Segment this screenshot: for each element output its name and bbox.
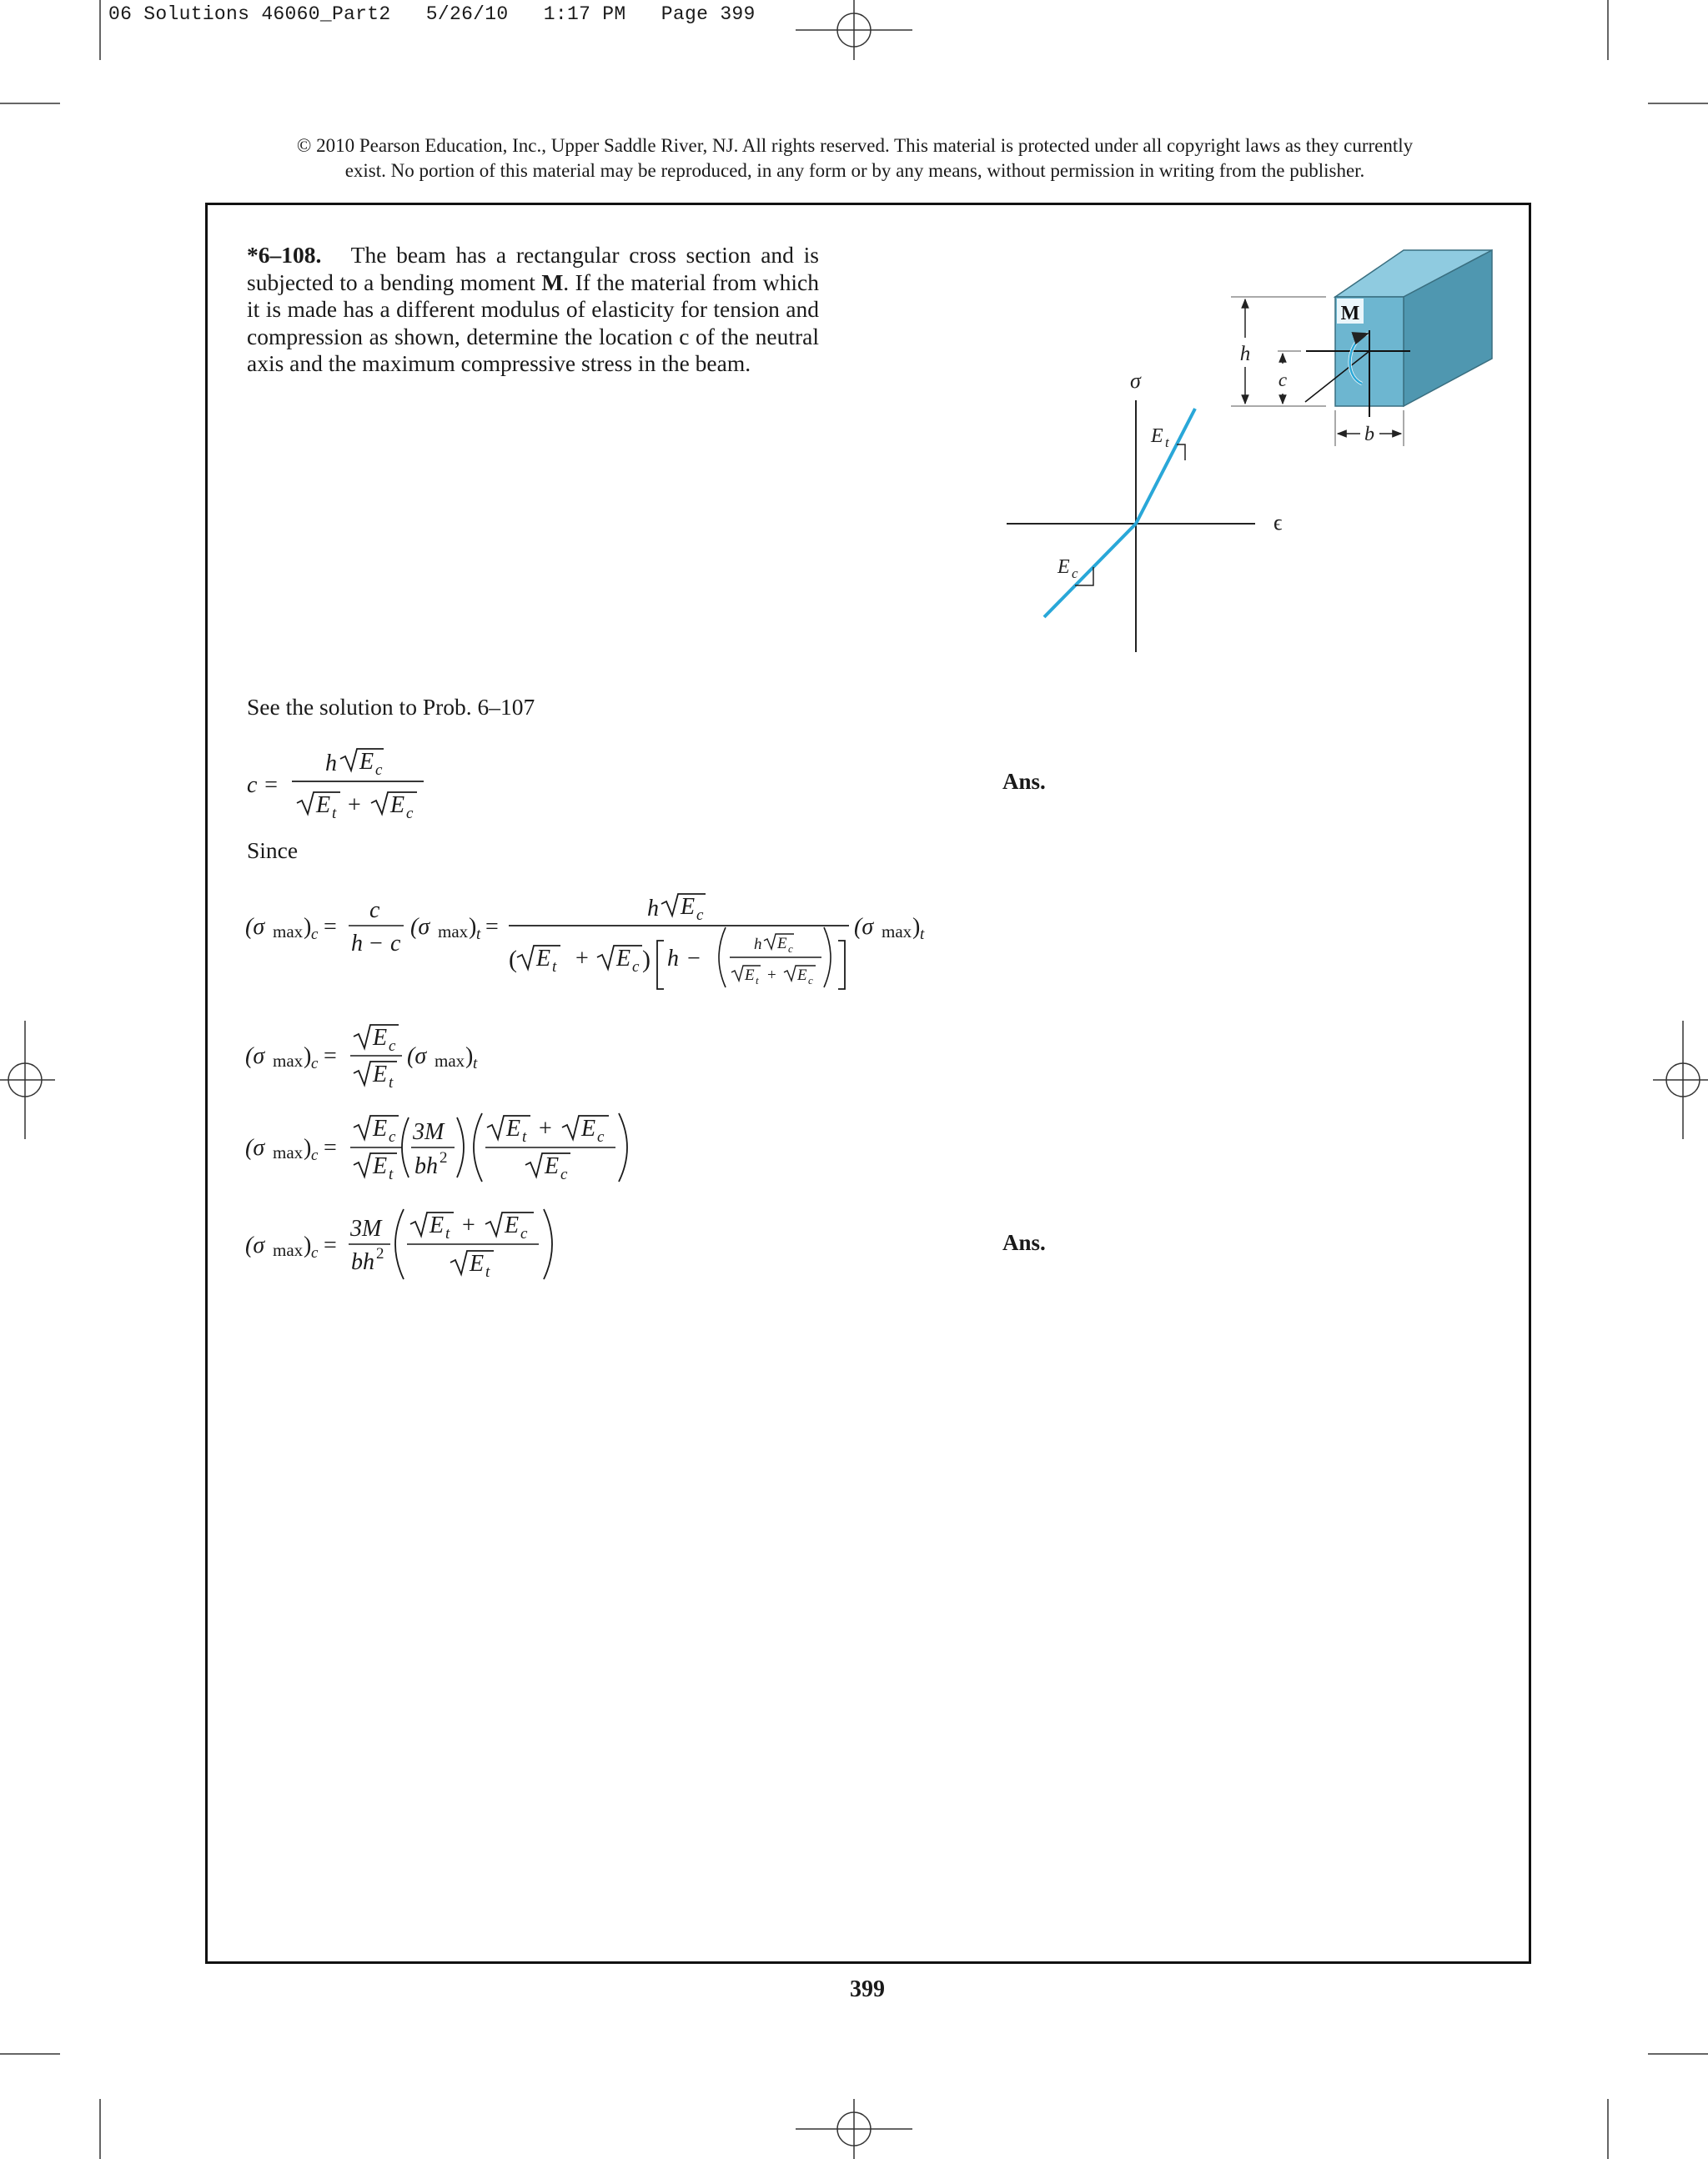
eq3-den-sub-t: t: [389, 1074, 394, 1092]
eq2-big-num-E: E: [681, 894, 696, 920]
problem-number: *6–108.: [247, 242, 322, 268]
tension-slope-triangle: [1177, 444, 1185, 460]
moment-symbol: M: [541, 269, 564, 295]
eq3-sub-c: c: [311, 1055, 319, 1072]
eq4-paren-1-open: [402, 1117, 409, 1177]
Et-label: E: [1151, 425, 1163, 447]
eq4-eq: =: [324, 1135, 337, 1161]
eq5-close: ): [304, 1233, 312, 1258]
eq2-big-num-h: h: [647, 896, 659, 921]
eq3-sigma: (σ: [245, 1043, 265, 1069]
eq4-paren-2-open: [474, 1113, 482, 1182]
answer-label-1: Ans.: [1002, 769, 1046, 794]
registration-mark-bottom: [796, 2099, 912, 2159]
eq2-den-c: c: [390, 931, 401, 956]
eq2-close-t-end: ): [912, 914, 921, 940]
eq2-sigma: (σ: [245, 914, 265, 940]
eq2-den-close-paren: ): [642, 946, 651, 973]
eq2-den-h: h: [667, 946, 679, 972]
eq2-sub-t: t: [476, 926, 481, 943]
eq4-num2-sub-c: c: [597, 1128, 605, 1146]
h-label: h: [1239, 343, 1251, 365]
registration-mark-top: [796, 0, 912, 60]
eq2-sub-c: c: [311, 926, 319, 943]
eq4-num2-sub-t: t: [522, 1128, 527, 1146]
eq4-paren-2-close: [619, 1113, 627, 1182]
eq5-num-sub-t: t: [445, 1225, 450, 1243]
eq2-inner-den-plus: +: [767, 967, 776, 984]
eq1-lhs: c =: [247, 772, 279, 798]
eq5-den-E: E: [470, 1251, 485, 1277]
eq2-right-bracket: [838, 941, 845, 989]
Et-subscript: t: [1165, 434, 1169, 450]
copyright-line-1: © 2010 Pearson Education, Inc., Upper Saddle River, NJ. All rights reserved. This material is protected under all copyright laws as they currently: [296, 135, 1414, 156]
eq2-inner-den-E1: E: [745, 967, 755, 984]
solution-intro: See the solution to Prob. 6–107: [247, 694, 535, 720]
eq2-inner-open-paren: [719, 927, 726, 987]
eq4-den2-sub-c: c: [560, 1166, 568, 1183]
tension-curve: [1136, 409, 1195, 524]
eq5-den-sub-t: t: [485, 1263, 490, 1281]
eq2-den-E1: E: [536, 946, 551, 972]
eq5-num-sub-c: c: [520, 1225, 528, 1243]
eq1-den-sub-t: t: [332, 805, 337, 822]
eq1-den-sub-c: c: [406, 805, 414, 822]
eq3-max: max: [273, 1051, 304, 1071]
eq4-num-E: E: [373, 1116, 388, 1142]
eq4-den-sub-t: t: [389, 1166, 394, 1183]
eq5-max: max: [273, 1240, 304, 1260]
eq3-sigma-t: (σ: [407, 1043, 427, 1069]
eq3-sub-t: t: [473, 1055, 478, 1072]
eq1-den-E1: E: [316, 792, 331, 818]
equation-sigma-2: [245, 1025, 478, 1092]
eq1-den-E2: E: [390, 792, 405, 818]
eq4-max: max: [273, 1142, 304, 1162]
eq3-num-sub-c: c: [389, 1037, 396, 1055]
eq3-close: ): [304, 1043, 312, 1069]
eq1-num-sub-c: c: [375, 761, 383, 779]
eq4-num2-E1: E: [506, 1116, 521, 1142]
eq4-den-E: E: [373, 1153, 388, 1179]
equation-sigma-1: [245, 894, 925, 989]
eq2-inner-den-sub-t: t: [756, 974, 759, 987]
eq4-sq: 2: [440, 1149, 448, 1167]
eq5-paren-open: [395, 1209, 404, 1279]
eq3-den-E: E: [373, 1062, 388, 1087]
eq2-close: ): [304, 914, 312, 940]
equation-sigma-final: [245, 1209, 552, 1281]
beam-cross-section: [1231, 250, 1492, 446]
eq2-inner-num-h: h: [754, 936, 762, 953]
page-number: 399: [850, 1976, 885, 2002]
eq2-eq-2: =: [485, 914, 499, 940]
eq4-bh: bh: [414, 1153, 438, 1179]
eq5-sq: 2: [376, 1245, 384, 1263]
eq2-close-t: ): [469, 914, 477, 940]
eq2-big-num-sub-c: c: [696, 906, 704, 924]
eq4-paren-1-close: [457, 1117, 464, 1177]
equation-c: [247, 749, 424, 822]
answer-label-2: Ans.: [1002, 1230, 1046, 1255]
eq2-num-c: c: [369, 897, 380, 923]
copyright-line-2: exist. No portion of this material may be reproduced, in any form or by any means, without permission in writing from the publisher.: [344, 160, 1365, 181]
eq2-sub-t-end: t: [920, 926, 925, 943]
eq2-den-minus: −: [369, 931, 383, 956]
problem-text-2: . If the material from which it is made has a different modulus of elasticity for tension and compression as shown, determine the location c of the neutral axis and the maximum compressive stress in the beam.: [247, 269, 819, 376]
eq1-num-E: E: [359, 749, 374, 775]
eq2-inner-den-E2: E: [797, 967, 807, 984]
eq2-den-sub-c: c: [632, 958, 640, 976]
eq5-sub-c: c: [311, 1244, 319, 1262]
Ec-label: E: [1057, 556, 1070, 578]
eq2-left-bracket: [657, 941, 664, 989]
eq2-max: max: [273, 921, 304, 941]
eq2-inner-num-E: E: [777, 935, 787, 952]
print-header: 06 Solutions 46060_Part2 5/26/10 1:17 PM Page 399: [108, 3, 756, 25]
c-label: c: [1278, 369, 1288, 390]
eq2-inner-num-sub-c: c: [788, 942, 793, 955]
eq2-max-t-end: max: [882, 921, 912, 941]
equation-sigma-3: [245, 1113, 627, 1183]
eq4-threeM: 3M: [413, 1119, 445, 1145]
eq2-den-E2: E: [616, 946, 631, 972]
registration-mark-right: [1653, 1063, 1708, 1097]
eq4-num2-plus: +: [539, 1116, 552, 1142]
eq3-eq: =: [324, 1043, 337, 1069]
eq1-den-plus: +: [348, 792, 361, 818]
eq5-threeM: 3M: [350, 1216, 382, 1242]
eq2-den-plus: +: [575, 946, 589, 972]
eq2-sigma-t: (σ: [410, 914, 430, 940]
eq3-max-t: max: [435, 1051, 465, 1071]
since-label: Since: [247, 837, 299, 863]
eq5-eq: =: [324, 1233, 337, 1258]
eq5-bh: bh: [351, 1249, 374, 1275]
b-label: b: [1364, 424, 1374, 445]
problem-text-1: The beam has a rectangular cross section and is subjected to a bending moment: [247, 242, 820, 295]
eq4-num2-E2: E: [581, 1116, 596, 1142]
eq2-den-sub-t: t: [552, 958, 557, 976]
eq5-num-E1: E: [430, 1213, 445, 1238]
eq2-inner-close-paren: [824, 927, 831, 987]
eq4-sigma: (σ: [245, 1135, 265, 1161]
moment-label: M: [1340, 303, 1360, 324]
eq2-max-t: max: [438, 921, 469, 941]
registration-mark-left: [0, 1063, 55, 1097]
eq5-num-E2: E: [505, 1213, 520, 1238]
eq2-sigma-t-end: (σ: [854, 914, 874, 940]
eq2-den-open-paren: (: [509, 946, 517, 973]
eq4-close: ): [304, 1135, 312, 1161]
eq5-num-plus: +: [462, 1213, 475, 1238]
eq3-num-E: E: [373, 1025, 388, 1051]
eq2-eq-1: =: [324, 914, 337, 940]
eq2-inner-den-sub-c: c: [808, 974, 813, 987]
eq2-den-minus-2: −: [687, 946, 701, 972]
eq5-sigma: (σ: [245, 1233, 265, 1258]
stress-strain-graph: [1007, 369, 1283, 652]
eq1-num-h: h: [325, 751, 337, 776]
eq4-sub-c: c: [311, 1147, 319, 1164]
sigma-label: σ: [1130, 369, 1141, 393]
epsilon-label: ϵ: [1273, 510, 1283, 535]
Ec-subscript: c: [1072, 565, 1078, 581]
eq4-num-sub-c: c: [389, 1128, 396, 1146]
eq4-den2-E: E: [545, 1153, 560, 1179]
eq5-paren-close: [544, 1209, 552, 1279]
eq3-close-t: ): [465, 1043, 474, 1069]
eq2-den-h: h: [351, 931, 363, 956]
